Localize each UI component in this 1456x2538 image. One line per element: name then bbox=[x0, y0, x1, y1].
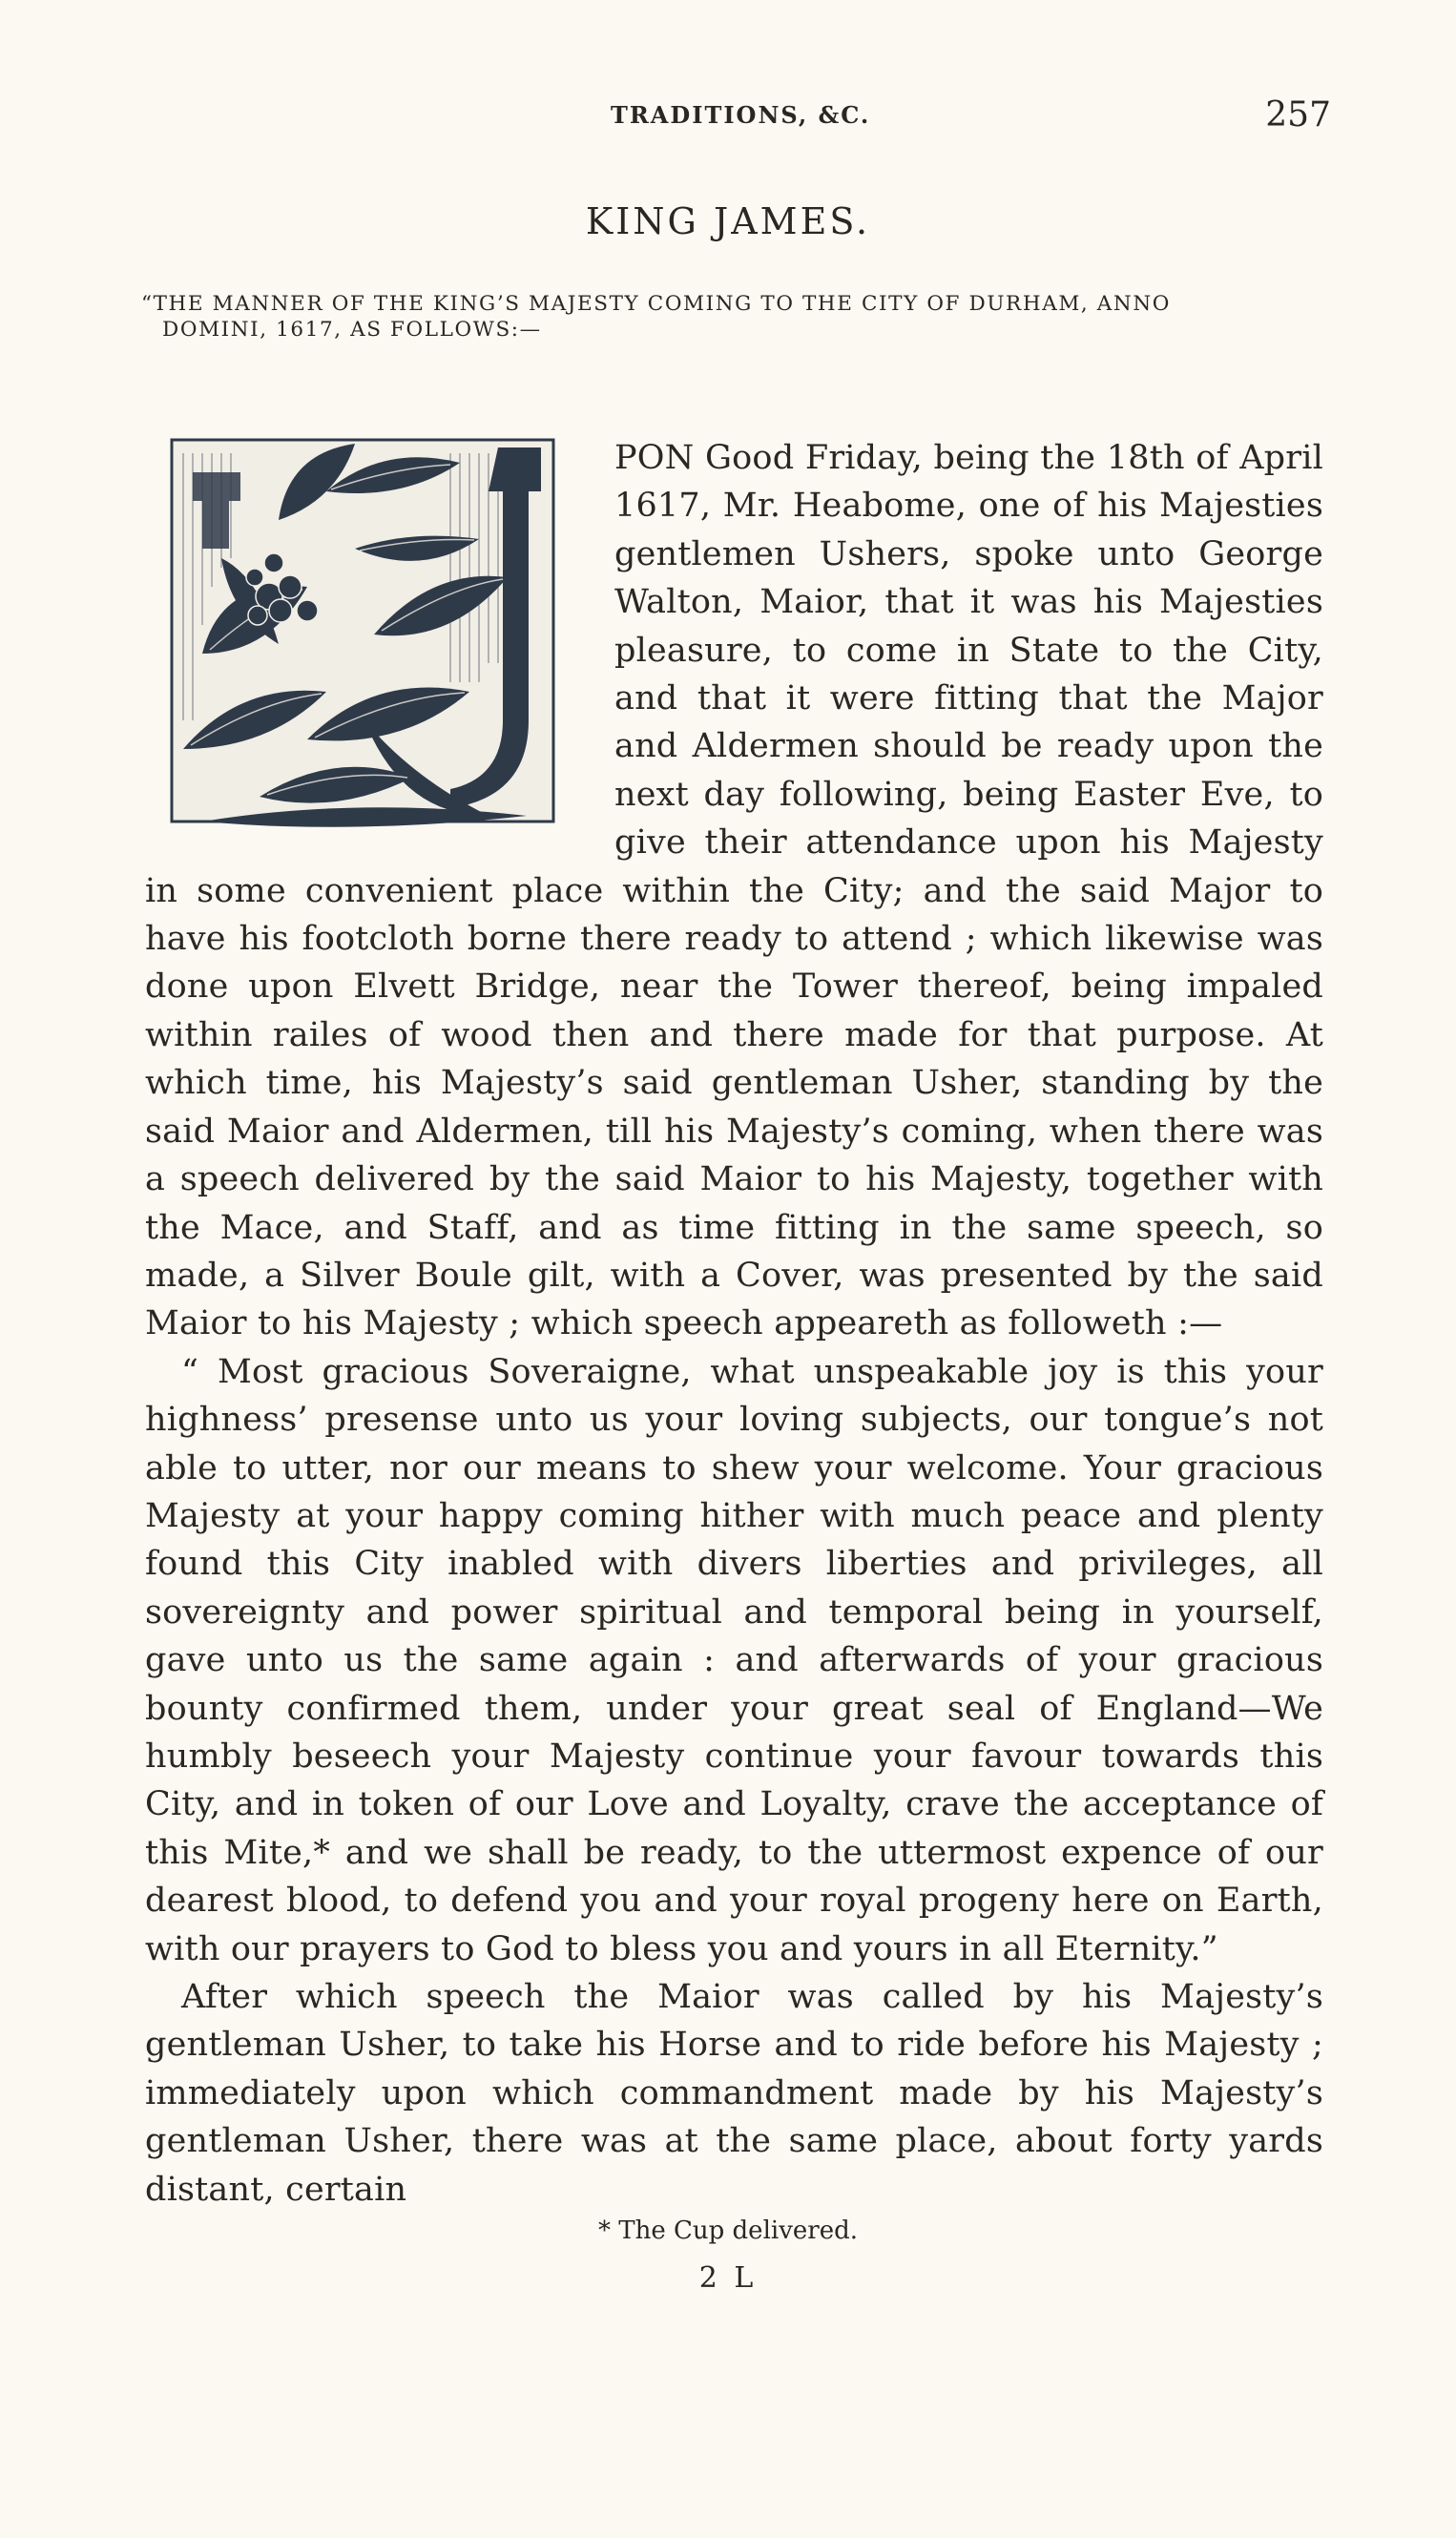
paragraph-2: “ Most gracious Soveraigne, what unspeakable joy is this your highness’ presense unto us your loving subjects, our tongue’s not able to utter, nor our means to shew your welcome. Your gracious Majesty at your happy coming hither with much peace and plenty found this City inabled with divers liberties and privileges, all sovereignty and power spiritual and temporal being in yourself, gave unto us the same again : and afterwards of your gracious bounty confirmed them, under your great seal of England—We humbly beseech your Majesty continue your favour towards this City, and in token of our Love and Loyalty, crave the acceptance of this Mite,* and we shall be ready, to the uttermost expence of our dearest blood, to defend you and your royal progeny here on Earth, with our prayers to God to bless you and yours in all Eternity.” bbox=[145, 1352, 1323, 1968]
intro-line-1: “THE MANNER OF THE KING’S MAJESTY COMING TO THE CITY OF DURHAM, ANNO bbox=[141, 292, 1171, 316]
signature-mark: 2 L bbox=[698, 2261, 758, 2295]
footnote: * The Cup delivered. bbox=[597, 2216, 858, 2245]
intro-heading bbox=[141, 291, 1334, 343]
paragraph-1: PON Good Friday, being the 18th of April 1617, Mr. Heabome, one of his Majesties gentlemen Ushers, spoke unto George Walton, Maior, that it was his Majesties pleasure, to come in State to the City, and that it were fitting that the Major and Aldermen should be ready upon the next day following, being Easter Eve, to give their attendance upon his Majesty in some convenient place within the City; and the said Major to have his footcloth borne there ready to attend ; which likewise was done upon Elvett Bridge, near the Tower thereof, being impaled within railes of wood then and there made for that purpose. At which time, his Majesty’s said gentleman Usher, standing by the said Maior and Aldermen, till his Majesty’s coming, when there was a speech delivered by the said Maior to his Majesty, together with the Mace, and Staff, and as time fitting in the same speech, so made, a Silver Boule gilt, with a Cover, was presented by the said Maior to his Majesty ; which speech appeareth as followeth :— bbox=[145, 439, 1323, 1343]
running-title: TRADITIONS, &C. bbox=[611, 101, 871, 129]
running-head bbox=[592, 95, 1331, 143]
chapter-title: KING JAMES. bbox=[585, 200, 871, 242]
body-text bbox=[145, 434, 1323, 2214]
paragraph-3: After which speech the Maior was called by his Majesty’s gentleman Usher, to take his Horse and to ride before his Majesty ; immediately upon which commandment made by his Majesty’s gentleman Usher, there was at the same place, about forty yards distant, certain bbox=[145, 1978, 1323, 2209]
drop-cap-space bbox=[145, 434, 614, 838]
page-number: 257 bbox=[1265, 95, 1331, 135]
intro-line-2: DOMINI, 1617, AS FOLLOWS:— bbox=[162, 318, 542, 342]
